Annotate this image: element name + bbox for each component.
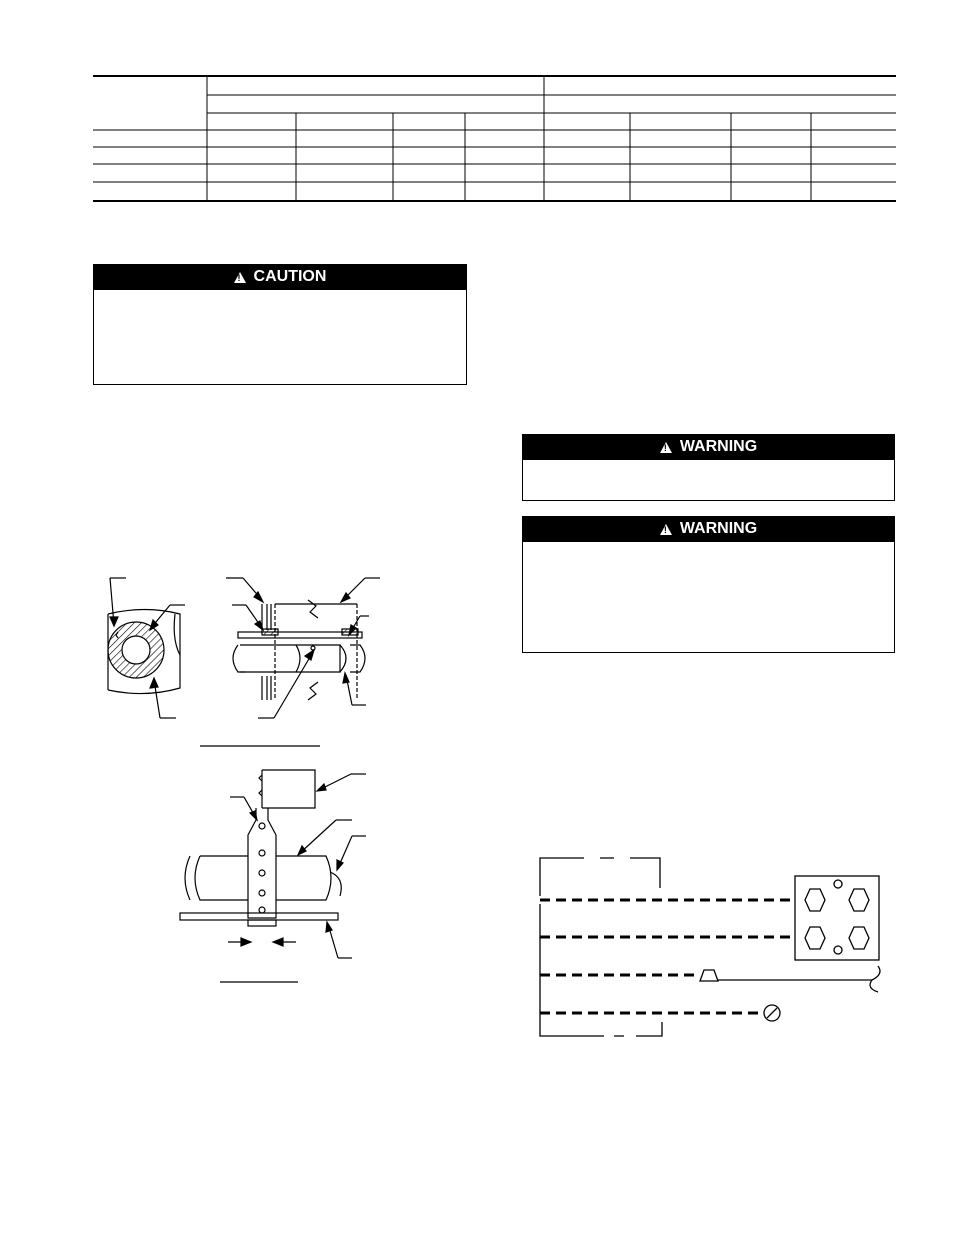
warning-label-1: WARNING — [679, 438, 758, 455]
terminal-block — [795, 876, 879, 960]
caution-label: CAUTION — [253, 268, 327, 285]
warning-label-2: WARNING — [679, 520, 758, 537]
